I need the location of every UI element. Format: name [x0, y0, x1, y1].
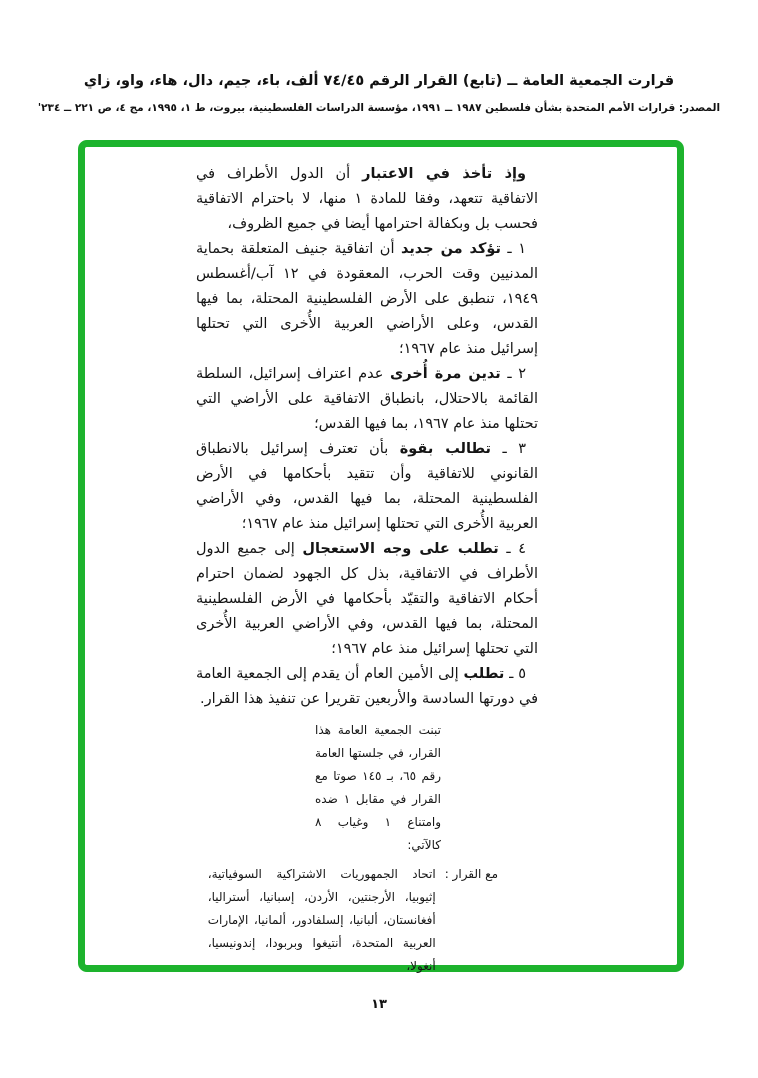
page-header-title: قرارت الجمعية العامة ــ (تابع) القرار الرقم ٧٤/٤٥ ألف، باء، جيم، دال، هاء، واو، زاي [83, 73, 675, 89]
clause-rest: إلى الأمين العام أن يقدم إلى الجمعية العامة في دورتها السادسة والأربعين تقريرا عن تنفيذ هذا القرار. [196, 666, 538, 707]
clause-rest: أن اتفاقية جنيف المتعلقة بحماية المدنيين وقت الحرب، المعقودة في ١٢ آب/أغسطس ١٩٤٩، تنطبق على الأرض الفلسطينية المحتلة، بما فيها القدس، وعلى الأراضي العربية الأُخرى التي تحتلها إسرائيل منذ عام ١٩٦٧؛ [196, 241, 538, 357]
preamble-rest: أن الدول الأطراف في الاتفاقية تتعهد، وفقا للمادة ١ منها، لا باحترام الاتفاقية فحسب بل وبكفالة احترامها أيضا في جميع الظروف، [196, 166, 538, 232]
adoption-note: تبنت الجمعية العامة هذا القرار، في جلستها العامة رقم ٦٥، بـ ١٤٥ صوتا مع القرار في مقابل ١ ضده وامتناع ١ وغياب ٨ كالآتي: [315, 723, 441, 852]
clause-number: ٥ ـ [509, 666, 527, 682]
clause-rest: بأن تعترف إسرائيل بالانطباق القانوني للاتفاقية وأن تتقيد بأحكامها في الأرض الفلسطينية المحتلة، بما فيها القدس، وفي الأراضي العربية الأُخرى التي تحتلها إسرائيل منذ عام ١٩٦٧؛ [196, 441, 538, 532]
source-citation-line: المصدر: قرارات الأمم المتحدة بشأن فلسطين ١٩٨٧ ــ ١٩٩١، مؤسسة الدراسات الفلسطينية، بيروت، ط ١، ١٩٩٥، مج ٤، ص ٢٢١ ــ ٢٣٤' [37, 102, 721, 114]
clause-number: ٤ ـ [506, 541, 526, 557]
clause-number: ٣ ـ [502, 441, 527, 457]
clause-lead: تطلب [463, 666, 505, 682]
preamble-paragraph [196, 162, 538, 237]
clause-rest: عدم اعتراف إسرائيل، السلطة القائمة بالاحتلال، بانطباق الاتفاقية على الأراضي التي تحتلها منذ عام ١٩٦٧، بما فيها القدس؛ [196, 366, 538, 432]
clause-lead: تدين مرة أُخرى [389, 366, 501, 382]
clause-rest: إلى جميع الدول الأطراف في الاتفاقية، بذل كل الجهود لضمان احترام أحكام الاتفاقية والتقيّد بأحكامها في الأرض الفلسطينية المحتلة، بما فيها القدس، وفي الأراضي العربية الأُخرى التي تحتلها إسرائيل منذ عام ١٩٦٧؛ [196, 541, 538, 657]
clause-lead: تطالب بقوة [399, 441, 492, 457]
vote-with-label: مع القرار : [444, 867, 498, 881]
clause-lead: تطلب على وجه الاستعجال [302, 541, 499, 557]
clause-paragraph-4 [196, 537, 538, 662]
resolution-text-block [196, 162, 538, 978]
clause-lead: تؤكد من جديد [400, 241, 501, 257]
clause-paragraph-3 [196, 437, 538, 537]
vote-with-block [196, 863, 498, 978]
clause-number: ١ ـ [507, 241, 526, 257]
clause-paragraph-1 [196, 237, 538, 362]
clause-paragraph-5 [196, 662, 538, 712]
page-number: ١٣ [371, 997, 387, 1012]
preamble-lead: وإذ تأخذ في الاعتبار [362, 166, 526, 182]
vote-with-countries: اتحاد الجمهوريات الاشتراكية السوفياتية، إثيوبيا، الأرجنتين، الأردن، إسبانيا، أستراليا، أفغانستان، ألبانيا، إلسلفادور، ألمانيا، الإمارات العربية المتحدة، أنتيغوا وبربودا، إندونيسيا، أنغولا، [207, 867, 436, 973]
clause-paragraph-2 [196, 362, 538, 437]
clause-number: ٢ ـ [507, 366, 527, 382]
